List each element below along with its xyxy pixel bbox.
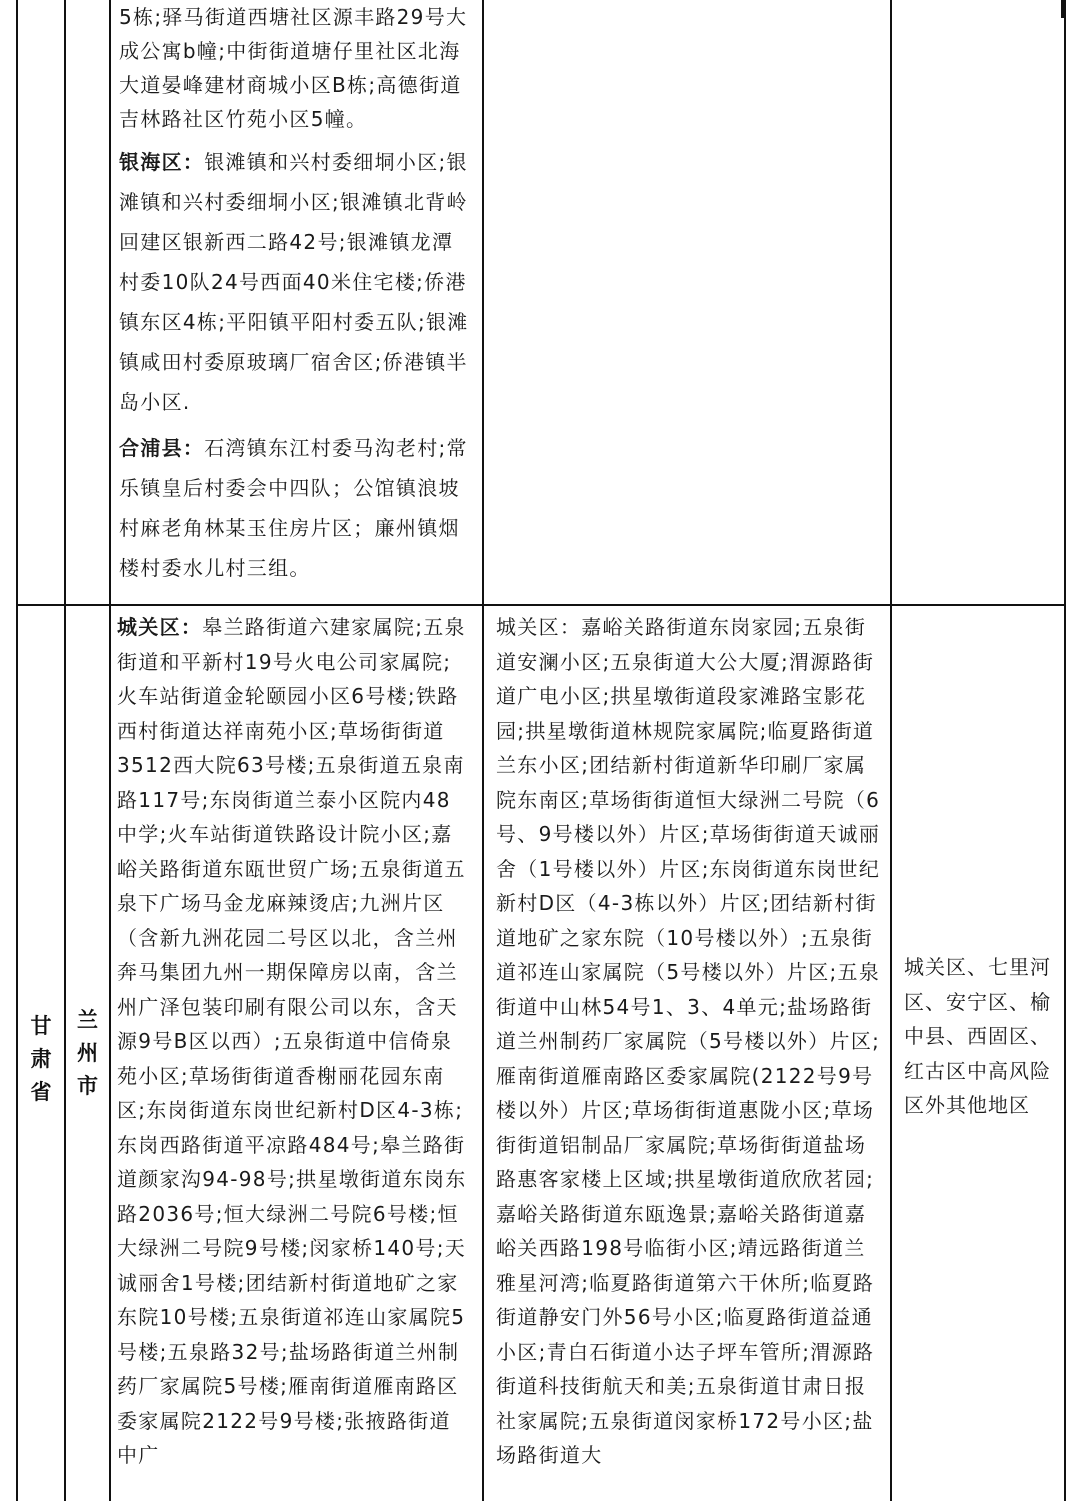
district-label: 合浦县： (119, 436, 205, 460)
vertical-char: 省 (30, 1080, 52, 1104)
district-paragraph (119, 142, 472, 422)
vertical-char: 州 (77, 1041, 98, 1065)
vertical-char: 兰 (77, 1008, 98, 1032)
medium-risk-text: 城关区：嘉峪关路街道东岗家园;五泉街道安澜小区;五泉街道大公大厦;渭源路街道广电小区;拱星墩街道段家滩路宝影花园;拱星墩街道林规院家属院;临夏路街道兰东小区;团结新村街道新华印刷厂家属院东南区;草场街街道恒大绿洲二号院（6号、9号楼以外）片区;草场街街道天诚丽舍（1号楼以外）片区;东岗街道东岗世纪新村D区（4-3栋以外）片区;团结新村街道地矿之家东院（10号楼以外）;五泉街道祁连山家属院（5号楼以外）片区;五泉街道中山林54号1、3、4单元;盐场路街道兰州制药厂家属院（5号楼以外）片区;雁南街道雁南路区委家属院(2122号9号楼以外）片区;草场街街道惠陇小区;草场街街道铝制品厂家属院;草场街街道盐场路惠客家楼上区域;拱星墩街道欣欣茗园;嘉峪关路街道东瓯逸景;嘉峪关路街道嘉峪关西路198号临街小区;靖远路街道兰雅星河湾;临夏路街道第六干休所;临夏路街道静安门外56号小区;临夏路街道益通小区;青白石街道小达子坪车管所;渭源路街道科技街航天和美;五泉街道甘肃日报社家属院;五泉街道闵家桥172号小区;盐场路街道大 (496, 615, 881, 1467)
low-risk-cell (891, 0, 1065, 605)
district-paragraph (117, 610, 472, 1473)
high-risk-cell (110, 605, 483, 1501)
province-name (18, 606, 64, 1109)
low-risk-text: 城关区、七里河区、安宁区、榆中县、西固区、红古区中高风险区外其他地区 (904, 955, 1051, 1117)
vertical-char: 甘 (30, 1014, 52, 1038)
city-cell (65, 0, 110, 605)
district-label: 银海区： (119, 150, 205, 174)
high-risk-cell (110, 0, 483, 605)
city-name (66, 606, 109, 1103)
table-row (17, 0, 1065, 605)
low-risk-cell (891, 605, 1065, 1501)
table-row (17, 605, 1065, 1501)
risk-area-table (16, 0, 1066, 1501)
district-text: 石湾镇东江村委马沟老村;常乐镇皇后村委会中四队；公馆镇浪坡村麻老角林某玉住房片区；廉州镇烟楼村委水儿村三组。 (119, 436, 468, 580)
district-label: 城关区： (117, 615, 203, 639)
medium-risk-cell (483, 605, 891, 1501)
district-paragraph: 5栋;驿马街道西塘社区源丰路29号大成公寓b幢;中街街道塘仔里社区北海大道晏峰建材商城小区B栋;高德街道吉林路社区竹苑小区5幢。 (119, 5, 468, 131)
district-text: 皋兰路街道六建家属院;五泉街道和平新村19号火电公司家属院;火车站街道金轮颐园小区6号楼;铁路西村街道达祥南苑小区;草场街街道3512西大院63号楼;五泉街道五泉南路117号;东岗街道兰泰小区院内48中学;火车站街道铁路设计院小区;嘉峪关路街道东瓯世贸广场;五泉街道五泉下广场马金龙麻辣烫店;九洲片区（含新九洲花园二号区以北，含兰州奔马集团九州一期保障房以南，含兰州广泽包装印刷有限公司以东，含天源9号B区以西）;五泉街道中信倚泉苑小区;草场街街道香榭丽花园东南区;东岗街道东岗世纪新村D区4-3栋;东岗西路街道平凉路484号;皋兰路街道颜家沟94-98号;拱星墩街道东岗东路2036号;恒大绿洲二号院6号楼;恒大绿洲二号院9号楼;闵家桥140号;天诚丽舍1号楼;团结新村街道地矿之家东院10号楼;五泉街道祁连山家属院5号楼;五泉路32号;盐场路街道兰州制药厂家属院5号楼;雁南街道雁南路区委家属院2122号9号楼;张掖路街道中广 (117, 615, 467, 1467)
medium-risk-cell (483, 0, 891, 605)
city-cell (65, 605, 110, 1501)
province-cell (17, 605, 65, 1501)
district-paragraph (119, 428, 472, 588)
vertical-char: 市 (77, 1074, 98, 1098)
province-cell (17, 0, 65, 605)
vertical-char: 肃 (30, 1047, 52, 1071)
district-text: 银滩镇和兴村委细垌小区;银滩镇和兴村委细垌小区;银滩镇北背岭回建区银新西二路42号;银滩镇龙潭村委10队24号西面40米住宅楼;侨港镇东区4栋;平阳镇平阳村委五队;银滩镇咸田村委原玻璃厂宿舍区;侨港镇半岛小区. (119, 150, 469, 414)
